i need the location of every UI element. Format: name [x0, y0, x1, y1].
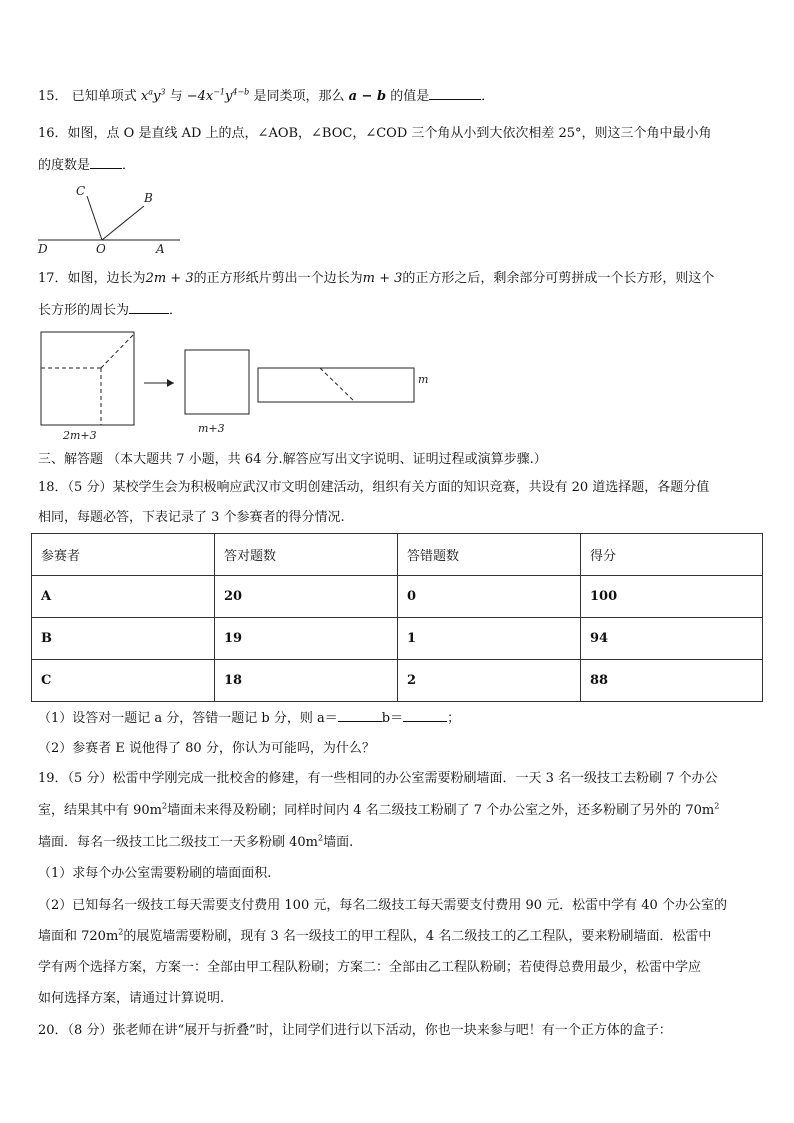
q19-line3 — [38, 833, 353, 853]
q18-blank-a — [338, 709, 382, 722]
q17-answer-blank — [129, 301, 169, 314]
q17-square-figure — [30, 326, 450, 448]
table-header-cell: 参赛者 — [32, 534, 215, 576]
q17-number: 17． — [38, 271, 68, 286]
q16-number: 16． — [38, 126, 68, 141]
small-square — [185, 350, 249, 414]
q18-sub1-b: b＝ — [381, 711, 404, 726]
q17-expr1: 2m + 3 — [145, 271, 194, 286]
long-rectangle — [258, 368, 414, 402]
label-a: A — [156, 242, 165, 256]
label-c: C — [76, 184, 86, 198]
q18-line1: 18．（5 分）某校学生会为积极响应武汉市文明创建活动，组织有关方面的知识竞赛，共设有 20 道选择题，各题分值 — [38, 480, 710, 495]
table-cell: A — [32, 576, 215, 618]
q16-answer-blank — [90, 156, 122, 169]
table-cell: 88 — [581, 660, 763, 702]
sq-superscript: 2 — [118, 927, 124, 937]
q15-text-c: 是同类项，那么 — [253, 89, 345, 104]
q19-sub2-text2b: 的展览墙需要粉刷，现有 3 名一级技工的甲工程队，4 名二级技工的乙工程队，要来粉刷墙面．松雷中 — [123, 929, 712, 944]
table-cell: 100 — [581, 576, 763, 618]
table-header-cell: 答错题数 — [398, 534, 581, 576]
q17-text1a: 如图，边长为 — [67, 271, 146, 286]
q15-line — [38, 87, 494, 107]
table-cell: 2 — [398, 660, 581, 702]
section-3-heading: 三、解答题 （本大题共 7 小题，共 64 分.解答应写出文字说明、证明过程或演算步骤.） — [38, 452, 547, 467]
label-b: B — [144, 191, 153, 205]
q19-sub2-line4: 如何选择方案，请通过计算说明. — [38, 991, 225, 1006]
q19-sub2-line2 — [38, 927, 711, 947]
q15-text-d: 的值是 — [390, 89, 430, 104]
q15-expr3: a − b — [348, 89, 387, 104]
q15-text-a: 已知单项式 — [71, 89, 137, 104]
q16-line1 — [38, 124, 712, 144]
q18-blank-b — [403, 709, 447, 722]
rect-cut — [320, 368, 355, 402]
q15-expr1: $x^ay^3$ — [140, 87, 166, 104]
ray-ob — [102, 206, 144, 240]
table-cell: 19 — [215, 618, 398, 660]
label-2m3: 2m+3 — [63, 429, 97, 442]
table-cell: 94 — [581, 618, 763, 660]
q16-line2 — [38, 156, 135, 176]
q17-end: ． — [169, 303, 183, 318]
arrow-head — [167, 379, 174, 387]
q19-text2b: 墙面未来得及粉刷；同样时间内 4 名二级技工粉刷了 7 个办公室之外，还多粉刷了另外的 70m — [167, 803, 715, 818]
cut-diagonal — [101, 334, 134, 368]
q15-text-b: 与 — [169, 89, 183, 104]
table-cell: 20 — [215, 576, 398, 618]
q19-sub2-line1: （2）已知每名一级技工每天需要支付费用 100 元，每名二级技工每天需要支付费用 90 元．松雷中学有 40 个办公室的 — [38, 898, 727, 913]
q19-sub1: （1）求每个办公室需要粉刷的墙面面积. — [38, 866, 272, 881]
q15-answer-blank — [429, 87, 481, 100]
q18-sub1-end: ； — [447, 711, 461, 726]
table-cell: 18 — [215, 660, 398, 702]
q16-end: ． — [122, 158, 136, 173]
table-header-cell: 得分 — [581, 534, 763, 576]
table-cell: C — [32, 660, 215, 702]
q16-text2: 的度数是 — [38, 158, 91, 173]
table-row — [32, 660, 763, 702]
table-cell: 0 — [398, 576, 581, 618]
label-m3: m+3 — [198, 422, 225, 435]
table-row — [32, 618, 763, 660]
score-table — [31, 533, 763, 702]
q19-sub2-text2a: 墙面和 720m — [38, 929, 119, 944]
q18-line2: 相同，每题必答，下表记录了 3 个参赛者的得分情况. — [38, 510, 345, 525]
sq-superscript: 2 — [162, 801, 168, 811]
q19-text3a: 墙面．每名一级技工比二级技工一天多粉刷 40m — [38, 835, 319, 850]
table-cell: 1 — [398, 618, 581, 660]
ray-oc — [87, 196, 102, 240]
table-header-cell: 答对题数 — [215, 534, 398, 576]
q15-end: ． — [481, 89, 495, 104]
table-header-row — [32, 534, 763, 576]
sq-superscript: 2 — [714, 801, 720, 811]
q19-text3b: 墙面. — [323, 835, 354, 850]
q16-text1: 如图，点 O 是直线 AD 上的点，∠AOB，∠BOC，∠COD 三个角从小到大依次相差 25°，则这三个角中最小角 — [67, 126, 712, 141]
q19-line2 — [38, 801, 719, 821]
q18-sub1 — [38, 709, 460, 729]
label-d: D — [38, 242, 48, 256]
q19-sub2-line3: 学有两个选择方案，方案一：全部由甲工程队粉刷；方案二：全部由乙工程队粉刷；若使得总费用最少，松雷中学应 — [38, 960, 702, 975]
q15-number: 15． — [38, 89, 68, 104]
q17-text1b: 的正方形纸片剪出一个边长为 — [193, 271, 363, 286]
q18-sub2: （2）参赛者 E 说他得了 80 分，你认为可能吗，为什么？ — [38, 741, 375, 756]
table-row — [32, 576, 763, 618]
big-square — [41, 332, 134, 425]
q17-expr2: m + 3 — [362, 271, 403, 286]
q17-line1 — [38, 269, 714, 289]
table-cell: B — [32, 618, 215, 660]
q17-line2 — [38, 301, 182, 321]
q19-line1: 19．（5 分）松雷中学刚完成一批校舍的修建，有一些相同的办公室需要粉刷墙面．一天 3 名一级技工去粉刷 7 个办公 — [38, 771, 718, 786]
q20-line1: 20．（8 分）张老师在讲“展开与折叠”时，让同学们进行以下活动，你也一块来参与吧！有一个正方体的盒子： — [38, 1023, 672, 1038]
label-m: m — [418, 373, 429, 386]
sq-superscript: 2 — [318, 833, 324, 843]
q15-expr2: $-4x^{-1}y^{4-b}$ — [186, 87, 250, 104]
q16-angle-figure — [30, 182, 190, 257]
q19-text2a: 室，结果其中有 90m — [38, 803, 163, 818]
q17-text1c: 的正方形之后，剩余部分可剪拼成一个长方形，则这个 — [402, 271, 715, 286]
q17-text2: 长方形的周长为 — [38, 303, 130, 318]
q18-sub1-text: （1）设答对一题记 a 分，答错一题记 b 分，则 a＝ — [38, 711, 338, 726]
label-o: O — [96, 242, 106, 256]
